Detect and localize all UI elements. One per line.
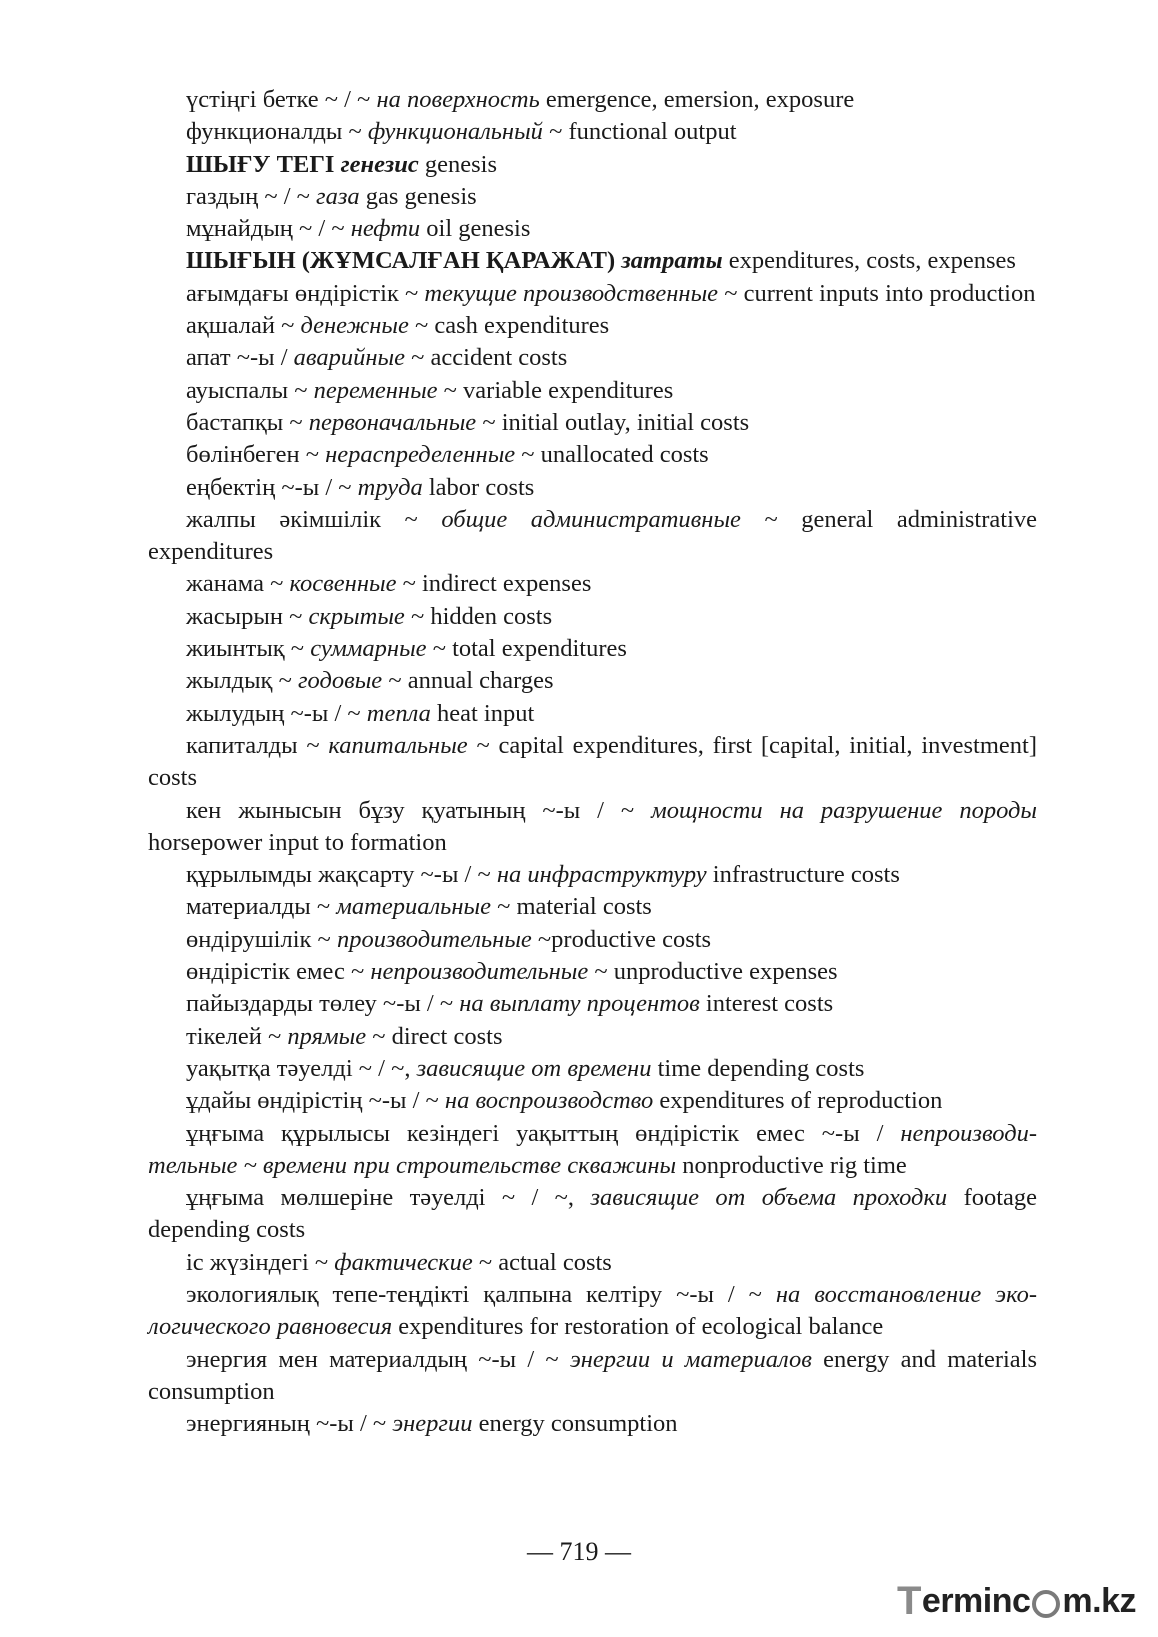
dictionary-entry (148, 601, 1037, 633)
dictionary-entry (148, 891, 1037, 923)
russian-term: на инфраструктуру (496, 861, 707, 889)
dictionary-entry (148, 956, 1037, 988)
english-term: ~ current inputs into production (724, 279, 1036, 307)
russian-term: нефти (350, 215, 421, 243)
english-term: ~ capital expenditures, first [capital, initial, investment] costs (148, 731, 1037, 792)
russian-term: материальные (336, 893, 491, 921)
russian-term: зависящие от объема проходки (590, 1184, 948, 1212)
dictionary-entry (148, 1118, 1037, 1183)
kazakh-term: жасырын ~ (186, 602, 303, 630)
russian-term: косвенные (289, 570, 397, 598)
english-term: ~ variable expenditures (443, 376, 674, 404)
dictionary-entry (148, 504, 1037, 569)
dictionary-entry (148, 1344, 1037, 1409)
russian-term: энергии и материалов (569, 1345, 812, 1373)
dictionary-entry (148, 988, 1037, 1020)
russian-term: нераспределенные (325, 441, 516, 469)
kazakh-term: экологиялық тепе-теңдікті қалпына келтіру ~-ы / ~ (186, 1280, 762, 1308)
russian-term: зависящие от времени (416, 1054, 652, 1082)
english-term: ~ unallocated costs (521, 441, 709, 469)
russian-term: годовые (297, 667, 383, 695)
kazakh-term: өндірушілік ~ (186, 925, 331, 953)
dictionary-entry (148, 472, 1037, 504)
english-term: infrastructure costs (712, 861, 900, 889)
russian-term: прямые (287, 1022, 367, 1050)
dictionary-entry (148, 1085, 1037, 1117)
english-term: ~ indirect expenses (402, 570, 592, 598)
english-term: energy consumption (478, 1410, 678, 1438)
dictionary-entry (148, 633, 1037, 665)
kazakh-term: жанама ~ (186, 570, 284, 598)
kazakh-term: ұдайы өндірістің ~-ы / ~ (186, 1087, 439, 1115)
english-term: expenditures of reproduction (659, 1087, 943, 1115)
russian-term: генезис (340, 150, 419, 178)
english-term: ~ initial outlay, initial costs (482, 408, 750, 436)
kazakh-term: тікелей ~ (186, 1022, 282, 1050)
dictionary-entry (148, 116, 1037, 148)
russian-term: на воспроизводство (444, 1087, 654, 1115)
kazakh-term: бастапқы ~ (186, 408, 303, 436)
english-term: gas genesis (365, 182, 477, 210)
english-term: genesis (424, 150, 497, 178)
kazakh-term: газдың ~ / ~ (186, 182, 310, 210)
english-term: energy and materials consumption (148, 1345, 1038, 1405)
english-term: ~ unproductive expenses (594, 958, 838, 986)
kazakh-term: энергия мен материалдың ~-ы / ~ (186, 1345, 559, 1373)
kazakh-term: ағымдағы өндірістік ~ (186, 279, 419, 307)
kazakh-term: өндірістік емес ~ (186, 958, 365, 986)
russian-term: суммарные (310, 635, 427, 663)
dictionary-entry (148, 1021, 1037, 1053)
russian-term: общие административные (441, 505, 741, 533)
kazakh-term: пайыздарды төлеу ~-ы / ~ (186, 990, 454, 1018)
dictionary-entry (148, 1408, 1037, 1440)
english-term: expenditures for restoration of ecological balance (398, 1313, 884, 1341)
english-term: time depending costs (657, 1054, 865, 1082)
kazakh-term: іс жүзіндегі ~ (186, 1248, 329, 1276)
dictionary-entry (148, 1247, 1037, 1279)
kazakh-term: құрылымды жақсарту ~-ы / ~ (186, 861, 491, 889)
dictionary-entry (148, 665, 1037, 697)
russian-term: на поверхность (376, 86, 540, 113)
russian-term: текущие производственные (424, 279, 719, 307)
russian-term: функциональный (367, 118, 543, 146)
kazakh-term: жиынтық ~ (186, 635, 305, 663)
russian-term: на восстановление эко-логического равновесия (148, 1280, 1038, 1341)
english-term: ~ cash expenditures (414, 312, 610, 340)
russian-term: непроизводи-тельные ~ времени при строительстве скважины (148, 1119, 1038, 1179)
english-term: ~ actual costs (478, 1248, 612, 1276)
english-term: labor costs (428, 473, 535, 501)
russian-term: аварийные (293, 344, 406, 372)
russian-term: непроизводительные (370, 958, 589, 986)
kazakh-term: материалды ~ (186, 893, 331, 921)
dictionary-entry (148, 84, 1037, 116)
dictionary-entry (148, 924, 1037, 956)
russian-term: газа (316, 182, 360, 210)
kazakh-term: жылдық ~ (186, 667, 292, 695)
headword-entry (148, 149, 1037, 181)
english-term: ~ hidden costs (410, 602, 553, 630)
kazakh-term: жалпы әкімшілік ~ (186, 505, 418, 533)
dictionary-entry (148, 1182, 1037, 1247)
english-term: oil genesis (426, 215, 531, 243)
russian-term: фактические (334, 1248, 473, 1276)
kazakh-term: ауыспалы ~ (186, 376, 308, 404)
english-term: horsepower input to formation (148, 828, 447, 856)
dictionary-entry (148, 730, 1037, 795)
russian-term: производительные (336, 925, 532, 953)
dictionary-entry (148, 439, 1037, 471)
russian-term: капитальные (328, 731, 468, 759)
dictionary-entry (148, 342, 1037, 374)
english-term: heat input (436, 699, 535, 727)
dictionary-entry (148, 1053, 1037, 1085)
russian-term: затраты (621, 247, 723, 275)
kazakh-term: жылудың ~-ы / ~ (186, 699, 361, 727)
kazakh-term: еңбектің ~-ы / ~ (186, 473, 352, 501)
russian-term: переменные (313, 376, 438, 404)
kazakh-term: энергияның ~-ы / ~ (186, 1410, 387, 1438)
kazakh-term: функционалды ~ (186, 118, 362, 146)
kazakh-term: бөлінбеген ~ (186, 441, 319, 469)
kazakh-term: капиталды ~ (186, 731, 320, 759)
english-term: ~ accident costs (411, 344, 568, 372)
kazakh-term: уақытқа тәуелді ~ / ~, (186, 1054, 411, 1082)
english-term: ~ general administrative expenditures (148, 505, 1038, 566)
kazakh-term: ШЫҒУ ТЕГІ (186, 150, 335, 178)
entry-list (148, 84, 1037, 1440)
dictionary-entry (148, 698, 1037, 730)
dictionary-entry (148, 213, 1037, 245)
kazakh-term: кен жынысын бұзу қуатының ~-ы / ~ (186, 796, 635, 824)
english-term: expenditures, costs, expenses (728, 247, 1016, 275)
dictionary-entry (148, 795, 1037, 860)
kazakh-term: ұңғыма құрылысы кезіндегі уақыттың өндірістік емес ~-ы / (186, 1119, 884, 1147)
dictionary-entry (148, 568, 1037, 600)
kazakh-term: ұңғыма мөлшеріне тәуелді ~ / ~, (186, 1184, 575, 1212)
russian-term: мощности на разрушение породы (651, 796, 1037, 824)
english-term: emergence, emersion, exposure (545, 86, 855, 113)
kazakh-term: ШЫҒЫН (ЖҰМСАЛҒАН ҚАРАЖАТ) (186, 247, 616, 275)
dictionary-entry (148, 407, 1037, 439)
english-term: nonproductive rig time (682, 1151, 907, 1179)
logo-ring-icon (1032, 1590, 1060, 1618)
dictionary-entry (148, 310, 1037, 342)
english-term: interest costs (705, 990, 834, 1018)
english-term: ~ annual charges (388, 667, 554, 695)
russian-term: первоначальные (308, 408, 477, 436)
dictionary-entry (148, 1279, 1037, 1344)
russian-term: тепла (366, 699, 431, 727)
page-number: — 719 — (527, 1537, 631, 1566)
kazakh-term: үстіңгі бетке ~ / ~ (186, 86, 371, 113)
english-term: ~ total expenditures (432, 635, 627, 663)
termincom-logo[interactable]: T erminc m.kz (896, 1578, 1136, 1623)
dictionary-entry (148, 375, 1037, 407)
russian-term: энергии (392, 1410, 473, 1438)
english-term: footage depending costs (148, 1184, 1038, 1244)
kazakh-term: апат ~-ы / (186, 344, 288, 372)
russian-term: труда (357, 473, 423, 501)
dictionary-entry (148, 278, 1037, 310)
russian-term: на выплату процентов (459, 990, 700, 1018)
russian-term: денежные (300, 312, 409, 340)
dictionary-entry (148, 859, 1037, 891)
english-term: ~ material costs (497, 893, 652, 921)
kazakh-term: мұнайдың ~ / ~ (186, 215, 345, 243)
english-term: ~ functional output (549, 118, 737, 146)
headword-entry (148, 245, 1037, 277)
english-term: ~ direct costs (372, 1022, 503, 1050)
english-term: ~productive costs (537, 925, 712, 953)
russian-term: скрытые (308, 602, 405, 630)
kazakh-term: ақшалай ~ (186, 312, 295, 340)
dictionary-entry (148, 181, 1037, 213)
